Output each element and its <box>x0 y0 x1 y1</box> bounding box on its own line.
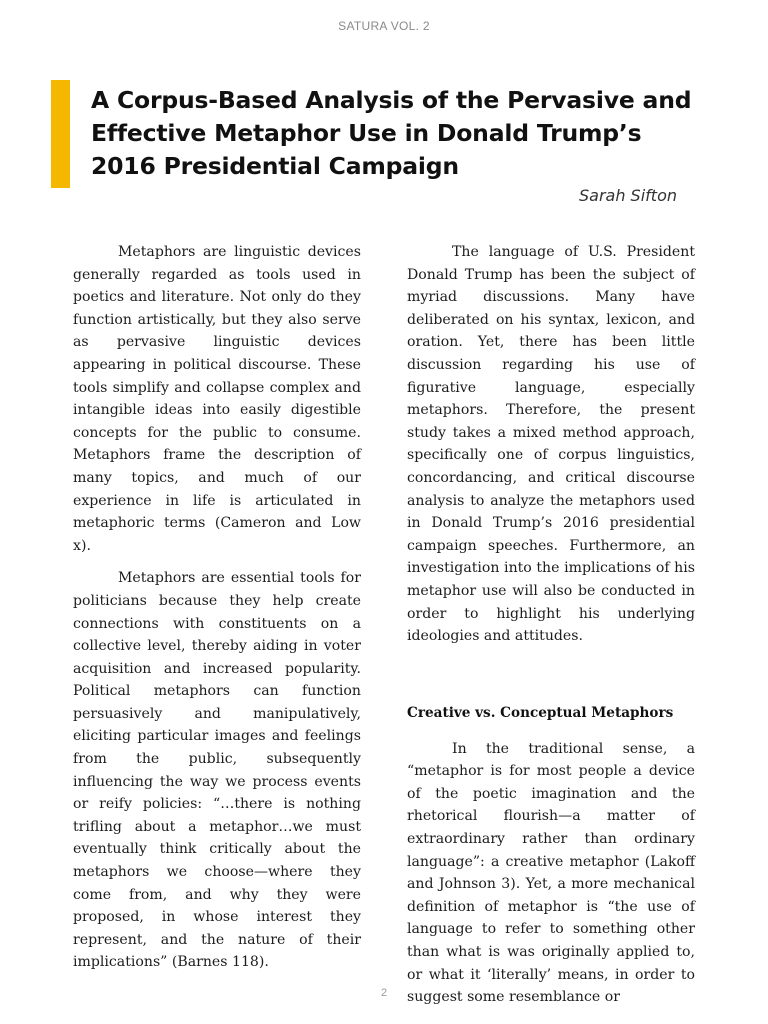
body-paragraph: In the traditional sense, a “metaphor is for most people a device of the poetic imagination and the rhetorical flourish—a matter of extraordinary rather than ordinary language”: a creative metaphor (Lakoff and Johnson 3). Yet, a more mechanical definition of metaphor is “the use of language to refer to something other than what is was originally applied to, or what it ‘literally’ means, in order to suggest some resemblance or <box>407 740 695 1006</box>
right-column <box>407 241 695 1019</box>
page-number: 2 <box>380 987 388 999</box>
title-accent-bar <box>51 80 70 188</box>
article-title: A Corpus-Based Analysis of the Pervasive and Effective Metaphor Use in Donald Trump’s 2016 Presidential Campaign <box>91 86 692 180</box>
article-author: Sarah Sifton <box>578 186 677 205</box>
section-heading: Creative vs. Conceptual Metaphors <box>407 704 674 721</box>
body-paragraph: Metaphors are linguistic devices generally regarded as tools used in poetics and literature. Not only do they function artistically, but they also serve as pervasive linguistic devices appearing in political discourse. These tools simplify and collapse complex and intangible ideas into easily digestible concepts for the public to consume. Metaphors frame the description of many topics, and much of our experience in life is articulated in metaphoric terms (Cameron and Low x). <box>73 244 361 554</box>
left-column <box>73 241 361 984</box>
body-paragraph: The language of U.S. President Donald Trump has been the subject of myriad discussions. Many have deliberated on his syntax, lexicon, and oration. Yet, there has been little discussion regarding his use of figurative language, especially metaphors. Therefore, the present study takes a mixed method approach, specifically one of corpus linguistics, concordancing, and critical discourse analysis to analyze the metaphors used in Donald Trump’s 2016 presidential campaign speeches. Furthermore, an investigation into the implications of his metaphor use will also be conducted in order to highlight his underlying ideologies and attitudes. <box>407 244 695 645</box>
running-header: SATURA VOL. 2 <box>338 19 430 33</box>
body-paragraph: Metaphors are essential tools for politicians because they help create connections with constituents on a collective level, thereby aiding in voter acquisition and increased popularity. Political metaphors can function persuasively and manipulatively, eliciting particular images and feelings from the public, subsequently influencing the way we process events or reify policies: “…there is nothing trifling about a metaphor…we must eventually think critically about the metaphors we choose—where they come from, and why they were proposed, in whose interest they represent, and the nature of their implications” (Barnes 118). <box>73 570 361 971</box>
